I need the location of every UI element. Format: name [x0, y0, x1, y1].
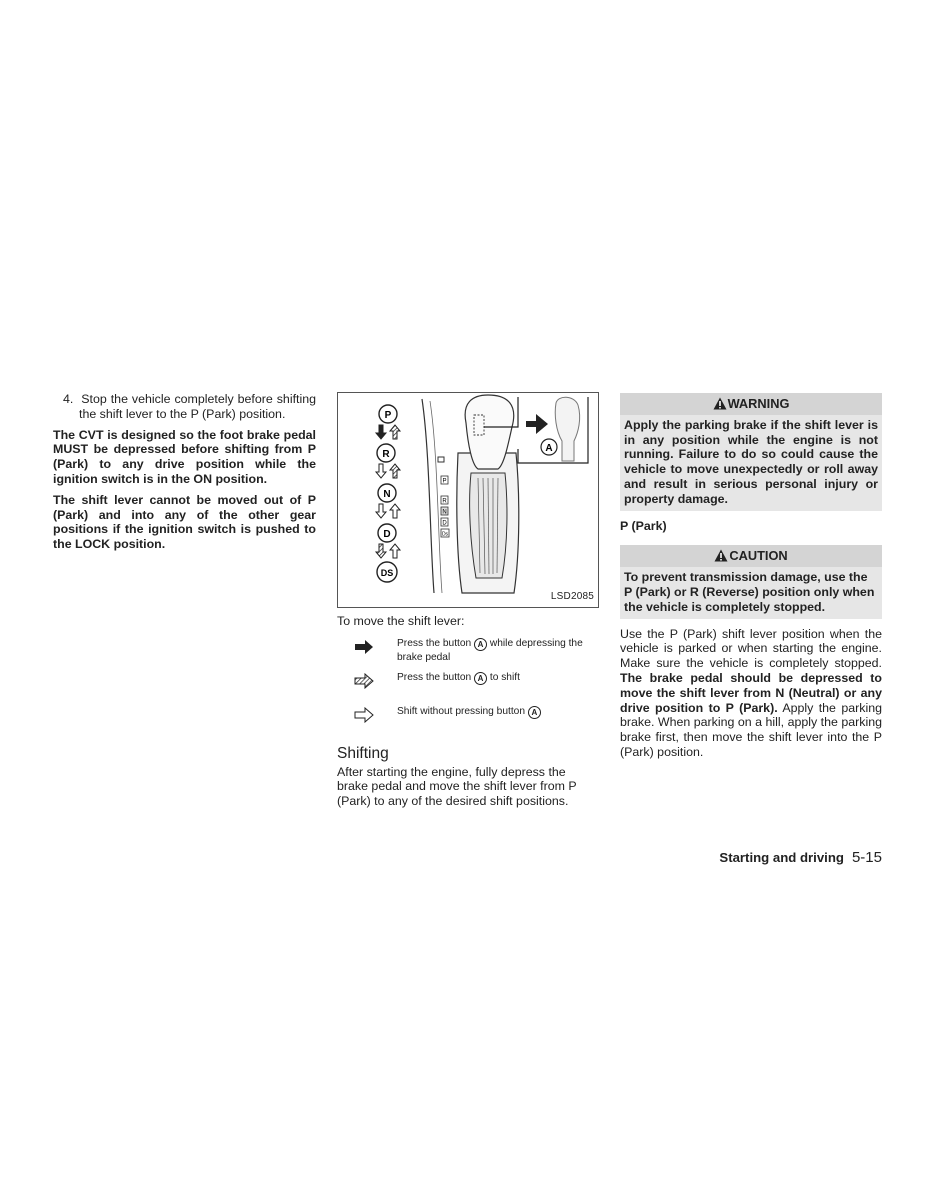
solid-arrow-icon: [526, 414, 548, 434]
park-heading: P (Park): [620, 518, 667, 533]
legend-row-solid: [337, 637, 600, 671]
gate-letter-n: N: [442, 509, 447, 516]
figure-code: LSD2085: [550, 591, 594, 603]
gear-label-p: P: [384, 410, 392, 421]
gear-label-ds: DS: [380, 568, 394, 578]
warning-title: WARNING: [727, 396, 790, 411]
hatched-arrow-icon: [376, 544, 386, 558]
gate-letter-p: P: [442, 478, 447, 485]
park-paragraph: Use the P (Park) shift lever position when the vehicle is parked or when starting the engine. Make sure the vehicle is completely stopped. The brake pedal should be depressed to move the shift lever from N (Neutral) or any drive position to P (Park). Apply the parking brake. When parking on a hill, apply the parking brake first, then move the shift lever into the P (Park) position.: [620, 626, 882, 759]
section-title: Starting and driving: [719, 850, 844, 865]
outline-arrow-icon: [376, 504, 386, 518]
gear-label-r: R: [382, 449, 390, 460]
outline-arrow-icon: [353, 707, 375, 723]
hatched-arrow-icon: [390, 425, 400, 439]
solid-arrow-icon: [376, 425, 386, 439]
hatched-arrow-icon: [390, 464, 400, 478]
gear-label-d: D: [383, 529, 391, 540]
caution-header: [620, 545, 882, 567]
right-column: [620, 393, 882, 766]
outline-arrow-icon: [390, 504, 400, 518]
caution-title: CAUTION: [729, 548, 788, 564]
warning-text: Apply the parking brake if the shift lever is in any position while the engine is not running. Failure to do so could cause the vehicle to move unexpectedly or roll away and result in serious personal injury or property damage.: [620, 415, 882, 511]
shift-lever-illustration: [338, 393, 598, 607]
legend-text: Press the button A while depressing the brake pedal: [397, 637, 583, 663]
page-footer: [719, 849, 882, 866]
outline-arrow-icon: [376, 464, 386, 478]
step-text: Stop the vehicle completely before shifting the shift lever to the P (Park) position.: [79, 392, 316, 421]
cvt-paragraph: The CVT is designed so the foot brake pedal MUST be depressed before shifting from P (Park) to any drive position while the ignition switch is in the ON position.: [53, 427, 316, 486]
legend-row-outline: [337, 705, 600, 739]
lock-paragraph: The shift lever cannot be moved out of P (Park) and into any of the other gear positions if the ignition switch is pushed to the LOCK position.: [53, 492, 316, 552]
left-column: [53, 392, 316, 558]
page-number: 5-15: [851, 849, 882, 866]
step-number: 4.: [63, 392, 74, 406]
button-a-badge: A: [474, 638, 487, 651]
button-a-badge: A: [474, 672, 487, 685]
gate-letter-r: R: [442, 498, 447, 505]
shift-lever-figure: [337, 392, 599, 608]
outline-arrow-icon: [390, 544, 400, 558]
middle-column: [337, 392, 600, 815]
step-4: [53, 392, 316, 422]
console-edge: [422, 399, 434, 593]
inset-knob: [555, 397, 579, 461]
park-bold-text: The brake pedal should be depressed to move the shift lever from N (Neutral) or any drive position to P (Park).: [620, 670, 882, 715]
button-a-badge: A: [528, 706, 541, 719]
warning-header: [620, 393, 882, 415]
shifting-text: After starting the engine, fully depress the brake pedal and move the shift lever from P (Park) to any of the desired shift positions.: [337, 764, 577, 809]
gear-label-n: N: [383, 489, 391, 500]
warning-triangle-icon: [714, 549, 728, 562]
callout-a-label: A: [545, 443, 553, 454]
legend-text: Press the button A to shift: [397, 671, 520, 683]
shifting-heading: Shifting: [337, 744, 389, 762]
caution-text: To prevent transmission damage, use the P (Park) or R (Reverse) position only when the vehicle is completely stopped.: [620, 567, 882, 618]
legend-text: Shift without pressing button A: [397, 705, 597, 719]
solid-arrow-icon: [353, 639, 375, 655]
legend-intro: To move the shift lever:: [337, 614, 465, 628]
warning-triangle-icon: [713, 397, 727, 410]
gate-letter-ds: Ds: [441, 531, 449, 538]
gate-letter-d: D: [442, 520, 447, 527]
legend-row-hatched: [337, 671, 600, 705]
hatched-arrow-icon: [353, 673, 375, 689]
